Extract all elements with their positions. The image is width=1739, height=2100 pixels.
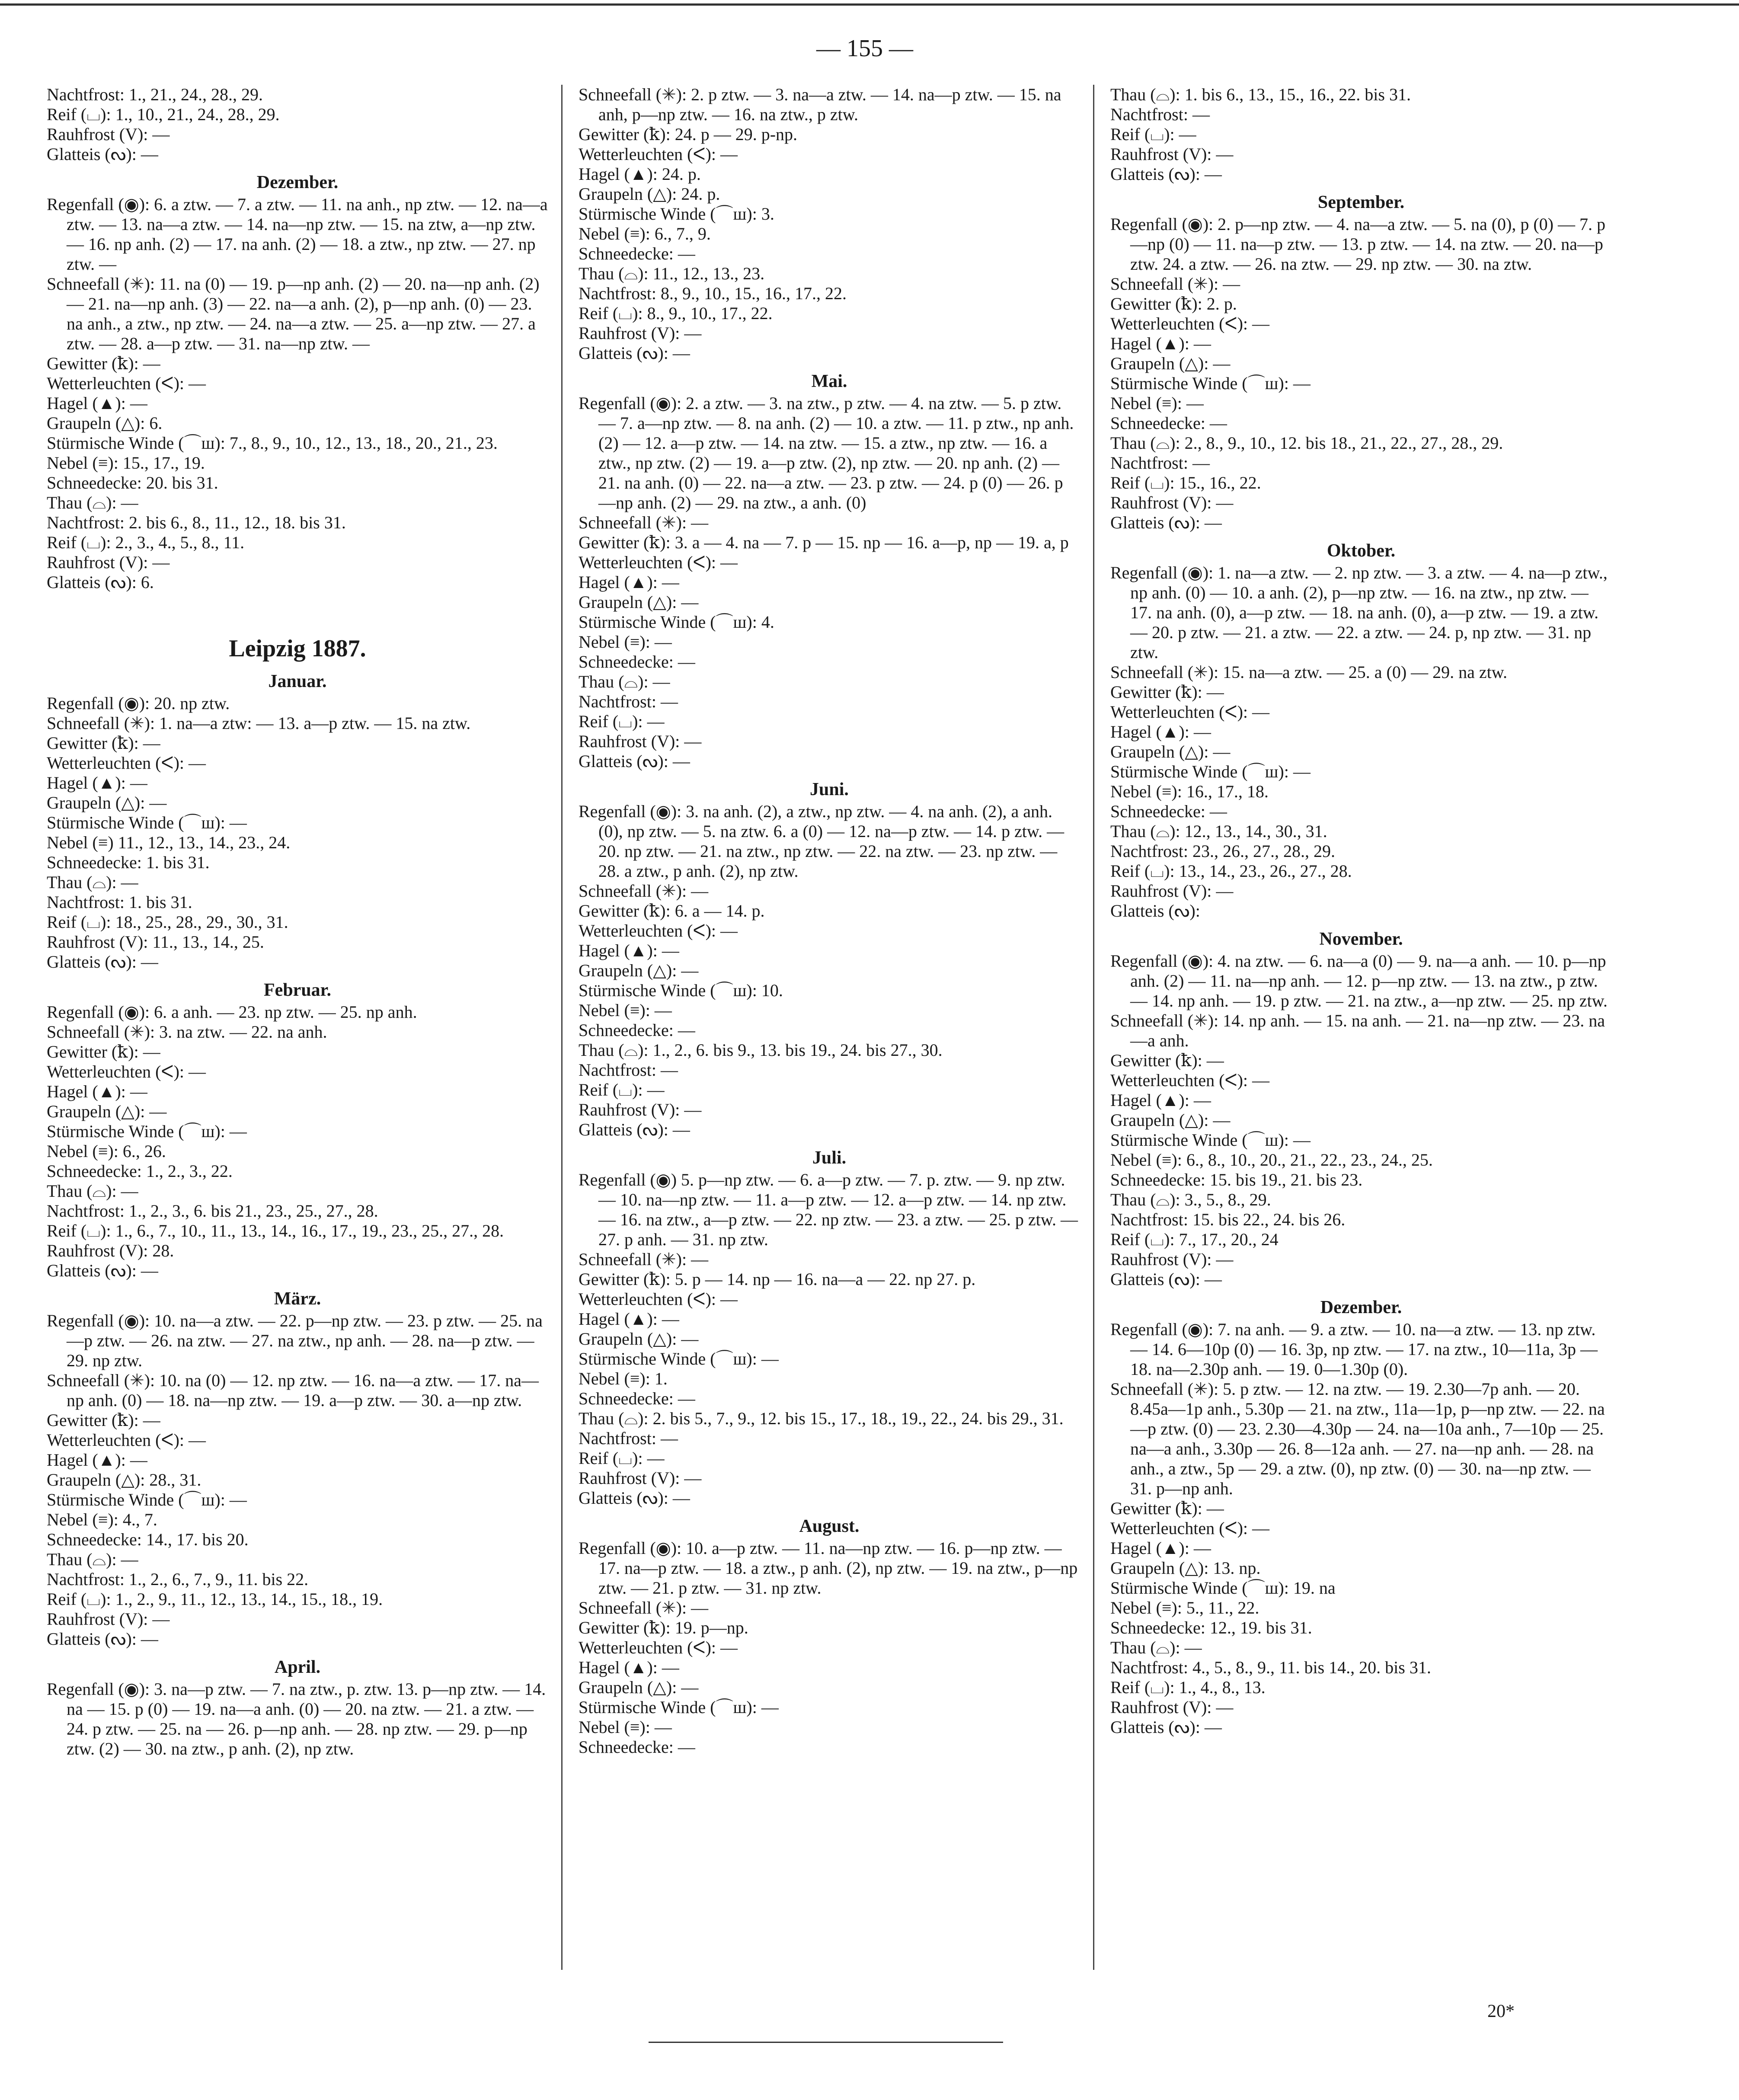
record-line: Nachtfrost: 1., 2., 6., 7., 9., 11. bis 22.: [47, 1569, 309, 1589]
bottom-rule: [649, 2042, 1003, 2043]
month-heading: August.: [799, 1516, 860, 1536]
record-line: Hagel (▲): —: [579, 941, 679, 960]
record-line: Regenfall (◉): 7. na anh. — 9. a ztw. — 10. na—a ztw. — 13. np ztw. — 14. 6—10p (0) — 16. 3p, np ztw. — 17. na ztw., 10—11a, 3p — 18. na—2.30p anh. — 19. 0—1.30p (0).: [1110, 1320, 1598, 1379]
record-line: Glatteis (ᔓ): —: [579, 1488, 690, 1508]
record-line: Stürmische Winde (⌒ш): 4.: [579, 612, 774, 632]
record-line: Reif (⌴): —: [579, 712, 665, 731]
record-line: Wetterleuchten (ᐸ): —: [579, 1289, 738, 1309]
record-line: Hagel (▲): —: [1110, 722, 1211, 742]
record-line: Rauhfrost (V): —: [47, 125, 170, 144]
record-line: Nachtfrost: 4., 5., 8., 9., 11. bis 14., 20. bis 31.: [1110, 1658, 1431, 1677]
record-line: Wetterleuchten (ᐸ): —: [47, 1430, 206, 1450]
month-heading: April.: [274, 1657, 321, 1677]
record-line: Schneedecke: —: [579, 1020, 695, 1040]
record-line: Rauhfrost (V): —: [1110, 1250, 1234, 1269]
record-line: Thau (⌓): 12., 13., 14., 30., 31.: [1110, 821, 1327, 841]
record-line: Graupeln (△): 6.: [47, 413, 163, 433]
record-line: Regenfall (◉): 2. p—np ztw. — 4. na—a ztw. — 5. na (0), p (0) — 7. p—np (0) — 11. na—p ztw. — 13. p ztw. — 14. na ztw. — 20. na—p ztw. 24. a ztw. — 26. na ztw. — 29. np ztw. — 30. na ztw.: [1110, 214, 1605, 274]
record-line: Wetterleuchten (ᐸ): —: [47, 374, 206, 393]
record-line: Nachtfrost: —: [579, 692, 678, 711]
record-line: Gewitter (ꝁ): —: [47, 1042, 160, 1061]
record-line: Graupeln (△): —: [47, 793, 167, 812]
record-line: Regenfall (◉): 10. na—a ztw. — 22. p—np ztw. — 23. p ztw. — 25. na—p ztw. — 26. na ztw. — 27. na ztw., np anh. — 28. na—p ztw. — 29. np ztw.: [47, 1311, 543, 1370]
record-line: Graupeln (△): —: [579, 1678, 699, 1697]
record-line: Wetterleuchten (ᐸ): —: [579, 1638, 738, 1657]
record-line: Schneefall (✳): 10. na (0) — 12. np ztw. — 16. na—a ztw. — 17. na—np anh. (0) — 18. na—np ztw. — 19. a—p ztw. — 30. a—np ztw.: [47, 1371, 539, 1410]
record-line: Wetterleuchten (ᐸ): —: [1110, 314, 1270, 333]
record-line: Glatteis (ᔓ): —: [47, 1261, 158, 1280]
record-line: Stürmische Winde (⌒ш): —: [47, 813, 247, 832]
record-line: Wetterleuchten (ᐸ): —: [47, 1062, 206, 1081]
record-line: Graupeln (△): —: [1110, 742, 1231, 761]
record-line: Gewitter (ꝁ): —: [1110, 682, 1224, 702]
record-line: Schneedecke: 1. bis 31.: [47, 853, 210, 872]
record-line: Wetterleuchten (ᐸ): —: [579, 553, 738, 572]
record-line: Glatteis (ᔓ): —: [1110, 1269, 1222, 1289]
record-line: Nebel (≡): —: [579, 1000, 672, 1020]
record-line: Stürmische Winde (⌒ш): 3.: [579, 204, 774, 224]
record-line: Stürmische Winde (⌒ш): —: [1110, 762, 1311, 781]
month-heading: Dezember.: [1320, 1298, 1402, 1317]
record-line: Schneefall (✳): 3. na ztw. — 22. na anh.: [47, 1022, 327, 1042]
record-line: Reif (⌴): 7., 17., 20., 24: [1110, 1230, 1279, 1249]
record-line: Thau (⌓): 1., 2., 6. bis 9., 13. bis 19., 24. bis 27., 30.: [579, 1040, 943, 1060]
record-line: Schneedecke: —: [1110, 802, 1227, 821]
record-line: Reif (⌴): 15., 16., 22.: [1110, 473, 1261, 492]
text-column-left: [47, 85, 548, 1759]
record-line: Thau (⌓): 3., 5., 8., 29.: [1110, 1190, 1271, 1209]
record-line: Stürmische Winde (⌒ш): —: [579, 1697, 779, 1717]
record-line: Rauhfrost (V): —: [1110, 144, 1234, 164]
record-line: Schneefall (✳): —: [579, 1250, 709, 1269]
record-line: Thau (⌓): —: [579, 672, 670, 691]
record-line: Glatteis (ᔓ):: [1110, 901, 1200, 921]
record-line: Wetterleuchten (ᐸ): —: [579, 921, 738, 940]
record-line: Schneefall (✳): —: [579, 881, 709, 901]
record-line: Gewitter (ꝁ): —: [1110, 1051, 1224, 1070]
record-line: Graupeln (△): —: [579, 961, 699, 980]
record-line: Reif (⌴): 1., 6., 7., 10., 11., 13., 14., 16., 17., 19., 23., 25., 27., 28.: [47, 1221, 504, 1240]
station-title: Leipzig 1887.: [229, 635, 366, 662]
record-line: Rauhfrost (V): 11., 13., 14., 25.: [47, 932, 264, 952]
record-line: Reif (⌴): 1., 2., 9., 11., 12., 13., 14., 15., 18., 19.: [47, 1589, 383, 1609]
page-number: — 155 —: [816, 35, 913, 62]
record-line: Schneedecke: —: [579, 1389, 695, 1408]
record-line: Reif (⌴): —: [579, 1080, 665, 1100]
record-line: Schneedecke: —: [1110, 413, 1227, 433]
record-line: Reif (⌴): —: [1110, 125, 1196, 144]
record-line: Gewitter (ꝁ): —: [47, 354, 160, 373]
record-line: Schneefall (✳): 14. np anh. — 15. na anh. — 21. na—np ztw. — 23. na—a anh.: [1110, 1011, 1605, 1050]
record-line: Nachtfrost: 2. bis 6., 8., 11., 12., 18. bis 31.: [47, 513, 346, 532]
record-line: Nachtfrost: 1., 2., 3., 6. bis 21., 23., 25., 27., 28.: [47, 1201, 378, 1221]
record-line: Rauhfrost (V): —: [579, 732, 702, 751]
record-line: Thau (⌓): —: [47, 873, 138, 892]
record-line: Regenfall (◉): 6. a ztw. — 7. a ztw. — 11. na anh., np ztw. — 12. na—a ztw. — 13. na—a ztw. — 14. na—np ztw. — 15. na ztw, a—np ztw. — 16. np anh. (2) — 17. na anh. (2) — 18. a ztw., np ztw. — 27. np ztw. —: [47, 195, 548, 274]
record-line: Regenfall (◉): 4. na ztw. — 6. na—a (0) — 9. na—a anh. — 10. p—np anh. (2) — 11. na—np anh. — 12. p—np ztw. — 13. na ztw., p ztw. — 14. np anh. — 19. p ztw. — 21. na ztw., a—np ztw. — 25. np ztw.: [1110, 951, 1608, 1010]
record-line: Nebel (≡): 15., 17., 19.: [47, 453, 205, 473]
record-line: Graupeln (△): —: [579, 1329, 699, 1349]
record-line: Schneefall (✳): 2. p ztw. — 3. na—a ztw. — 14. na—p ztw. — 15. na anh, p—np ztw. — 16. na ztw., p ztw.: [579, 85, 1061, 124]
record-line: Glatteis (ᔓ): —: [1110, 164, 1222, 184]
record-line: Stürmische Winde (⌒ш): 19. na: [1110, 1578, 1336, 1598]
record-line: Regenfall (◉): 6. a anh. — 23. np ztw. — 25. np anh.: [47, 1002, 417, 1022]
record-line: Hagel (▲): —: [579, 1309, 679, 1329]
record-line: Regenfall (◉): 1. na—a ztw. — 2. np ztw. — 3. a ztw. — 4. na—p ztw., np anh. (0) — 10. a anh. (2), p—np ztw. — 16. na ztw., np ztw. — 17. na anh. (0), a—p ztw. — 18. na anh. (0), a—p ztw. — 19. a ztw. — 20. p ztw. — 21. a ztw. — 22. a ztw. — 24. p, np ztw. — 31. np ztw.: [1110, 563, 1608, 662]
record-line: Wetterleuchten (ᐸ): —: [1110, 1518, 1270, 1538]
record-line: Thau (⌓): 2., 8., 9., 10., 12. bis 18., 21., 22., 27., 28., 29.: [1110, 433, 1503, 453]
record-line: Schneefall (✳): —: [1110, 274, 1240, 294]
top-rule: [0, 3, 1739, 6]
record-line: Glatteis (ᔓ): —: [579, 343, 690, 363]
record-line: Stürmische Winde (⌒ш): —: [1110, 374, 1311, 393]
record-line: Rauhfrost (V): —: [579, 323, 702, 343]
record-line: Wetterleuchten (ᐸ): —: [1110, 1071, 1270, 1090]
record-line: Nebel (≡): —: [1110, 393, 1204, 413]
month-heading: März.: [274, 1289, 321, 1309]
record-line: Graupeln (△): 28., 31.: [47, 1470, 201, 1489]
month-heading: Februar.: [264, 980, 331, 1000]
record-line: Regenfall (◉): 3. na—p ztw. — 7. na ztw., p. ztw. 13. p—np ztw. — 14. na — 15. p (0) — 19. na—a anh. (0) — 20. na ztw. — 21. a ztw. — 24. p ztw. — 25. na — 26. p—np anh. — 28. np ztw. — 29. p—np ztw. (2) — 30. na ztw., p anh. (2), np ztw.: [47, 1679, 546, 1758]
record-line: Stürmische Winde (⌒ш): —: [1110, 1130, 1311, 1150]
record-line: Gewitter (ꝁ): 19. p—np.: [579, 1618, 748, 1637]
record-line: Stürmische Winde (⌒ш): 10.: [579, 981, 783, 1000]
record-line: Nachtfrost: —: [1110, 105, 1210, 124]
record-line: Glatteis (ᔓ): —: [47, 952, 158, 972]
record-line: Gewitter (ꝁ): 24. p — 29. p-np.: [579, 125, 798, 144]
record-line: Hagel (▲): —: [579, 1658, 679, 1677]
record-line: Nachtfrost: —: [579, 1429, 678, 1448]
text-column-right: [1110, 85, 1612, 1737]
record-line: Thau (⌓): —: [47, 493, 138, 512]
record-line: Hagel (▲): —: [47, 1082, 147, 1101]
record-line: Thau (⌓): 1. bis 6., 13., 15., 16., 22. bis 31.: [1110, 85, 1411, 104]
record-line: Stürmische Winde (⌒ш): —: [47, 1122, 247, 1141]
record-line: Schneedecke: —: [579, 652, 695, 671]
record-line: Graupeln (△): —: [47, 1102, 167, 1121]
column-divider: [561, 85, 563, 1970]
record-line: Schneedecke: 12., 19. bis 31.: [1110, 1618, 1312, 1637]
record-line: Gewitter (ꝁ): —: [1110, 1499, 1224, 1518]
record-line: Nebel (≡): —: [579, 632, 672, 652]
record-line: Stürmische Winde (⌒ш): 7., 8., 9., 10., 12., 13., 18., 20., 21., 23.: [47, 433, 498, 453]
record-line: Schneefall (✳): 11. na (0) — 19. p—np anh. (2) — 20. na—np anh. (2) — 21. na—np anh. (3) — 22. na—a anh. (2), p—np anh. (0) — 23. na anh., a ztw., np ztw. — 24. na—a ztw. — 25. a—np ztw. — 27. a ztw. — 28. a—p ztw. — 31. na—np ztw. —: [47, 274, 540, 353]
month-heading: Juli.: [812, 1148, 847, 1168]
record-line: Hagel (▲): —: [1110, 1090, 1211, 1110]
record-line: Reif (⌴): 8., 9., 10., 17., 22.: [579, 304, 773, 323]
record-line: Graupeln (△): 24. p.: [579, 184, 720, 204]
record-line: Hagel (▲): 24. p.: [579, 164, 701, 184]
record-line: Schneefall (✳): —: [579, 513, 709, 532]
record-line: Hagel (▲): —: [47, 773, 147, 793]
month-heading: Januar.: [268, 671, 327, 691]
record-line: Gewitter (ꝁ): 3. a — 4. na — 7. p — 15. np — 16. a—p, np — 19. a, p: [579, 533, 1069, 552]
record-line: Rauhfrost (V): 28.: [47, 1241, 174, 1260]
record-line: Reif (⌴): 18., 25., 28., 29., 30., 31.: [47, 912, 288, 932]
record-line: Reif (⌴): 1., 10., 21., 24., 28., 29.: [47, 105, 280, 124]
record-line: Thau (⌓): —: [47, 1550, 138, 1569]
record-line: Hagel (▲): —: [1110, 1538, 1211, 1558]
month-heading: September.: [1317, 192, 1405, 212]
record-line: Graupeln (△): —: [1110, 354, 1231, 373]
record-line: Glatteis (ᔓ): —: [47, 144, 158, 164]
record-line: Schneedecke: 1., 2., 3., 22.: [47, 1161, 233, 1181]
month-heading: Mai.: [811, 371, 847, 391]
record-line: Regenfall (◉): 3. na anh. (2), a ztw., np ztw. — 4. na anh. (2), a anh. (0), np ztw. — 5. na ztw. 6. a (0) — 12. na—p ztw. — 14. p ztw. — 20. np ztw. — 21. na ztw., np ztw. — 22. na ztw. — 23. np ztw. — 28. a ztw., p anh. (2), np ztw.: [579, 802, 1064, 881]
record-line: Glatteis (ᔓ): —: [579, 1120, 690, 1139]
record-line: Thau (⌓): —: [1110, 1638, 1202, 1657]
record-line: Nebel (≡): 16., 17., 18.: [1110, 782, 1269, 801]
record-line: Nachtfrost: 1., 21., 24., 28., 29.: [47, 85, 263, 104]
record-line: Nachtfrost: 15. bis 22., 24. bis 26.: [1110, 1210, 1346, 1229]
record-line: Gewitter (ꝁ): —: [47, 733, 160, 753]
record-line: Regenfall (◉): 2. a ztw. — 3. na ztw., p ztw. — 4. na ztw. — 5. p ztw. — 7. a—np ztw. — 8. na anh. (2) — 10. a ztw. — 11. p ztw., np anh. (2) — 12. a—p ztw. — 14. na ztw. — 15. a ztw., np ztw. — 16. a ztw., np ztw. (2) — 19. a—p ztw. (2), np ztw. — 20. np anh. (2) — 21. na anh. (0) — 22. na—a ztw. — 23. p ztw. — 24. p (0) — 26. p—np anh. (2) — 29. na ztw., a anh. (0): [579, 393, 1074, 512]
record-line: Graupeln (△): 13. np.: [1110, 1558, 1261, 1578]
record-line: Schneefall (✳): —: [579, 1598, 709, 1617]
record-line: Thau (⌓): 2. bis 5., 7., 9., 12. bis 15., 17., 18., 19., 22., 24. bis 29., 31.: [579, 1409, 1064, 1428]
record-line: Wetterleuchten (ᐸ): —: [1110, 702, 1270, 722]
record-line: Schneefall (✳): 5. p ztw. — 12. na ztw. — 19. 2.30—7p anh. — 20. 8.45a—1p anh., 5.30p — 21. na ztw., 11a—1p, p—np ztw. — 22. na—p ztw. (0) — 23. 2.30—4.30p — 24. na—10a anh., 7—10p — 25. na—a anh., 3.30p — 26. 8—12a anh. — 27. na—np anh. — 28. na anh., a ztw., 5p — 29. a ztw. (0), np ztw. (0) — 30. na—np ztw. — 31. p—np anh.: [1110, 1379, 1605, 1498]
record-line: Nachtfrost: 1. bis 31.: [47, 892, 192, 912]
record-line: Wetterleuchten (ᐸ): —: [47, 753, 206, 773]
record-line: Schneefall (✳): 15. na—a ztw. — 25. a (0) — 29. na ztw.: [1110, 662, 1508, 682]
record-line: Glatteis (ᔓ): —: [47, 1629, 158, 1649]
record-line: Stürmische Winde (⌒ш): —: [47, 1490, 247, 1509]
record-line: Nachtfrost: —: [1110, 453, 1210, 473]
record-line: Rauhfrost (V): —: [1110, 493, 1234, 512]
record-line: Schneedecke: 15. bis 19., 21. bis 23.: [1110, 1170, 1363, 1189]
record-line: Rauhfrost (V): —: [1110, 1697, 1234, 1717]
record-line: Nachtfrost: 23., 26., 27., 28., 29.: [1110, 841, 1335, 861]
record-line: Glatteis (ᔓ): —: [1110, 513, 1222, 532]
record-line: Gewitter (ꝁ): —: [47, 1410, 160, 1430]
month-heading: Dezember.: [256, 173, 339, 192]
record-line: Nebel (≡): —: [579, 1717, 672, 1737]
record-line: Schneedecke: 20. bis 31.: [47, 473, 218, 492]
record-line: Nebel (≡) 11., 12., 13., 14., 23., 24.: [47, 833, 291, 852]
record-line: Regenfall (◉) 5. p—np ztw. — 6. a—p ztw. — 7. p. ztw. — 9. np ztw. — 10. na—np ztw. — 11. a—p ztw. — 12. a—p ztw. — 14. np ztw. — 16. na ztw., a—p ztw. — 22. np ztw. — 23. a ztw. — 25. p ztw. — 27. p anh. — 31. np ztw.: [579, 1170, 1078, 1249]
signature-mark: 20*: [1487, 2001, 1515, 2021]
record-line: Regenfall (◉): 10. a—p ztw. — 11. na—np ztw. — 16. p—np ztw. — 17. na—p ztw. — 18. a ztw., p anh. (2), np ztw. — 19. na ztw., p—np ztw. — 21. p ztw. — 31. np ztw.: [579, 1538, 1078, 1598]
record-line: Rauhfrost (V): —: [47, 1609, 170, 1629]
record-line: Hagel (▲): —: [579, 572, 679, 592]
record-line: Gewitter (ꝁ): 5. p — 14. np — 16. na—a — 22. np 27. p.: [579, 1269, 976, 1289]
record-line: Nebel (≡): 6., 26.: [47, 1141, 166, 1161]
record-line: Thau (⌓): —: [47, 1181, 138, 1201]
record-line: Nebel (≡): 5., 11., 22.: [1110, 1598, 1259, 1617]
record-line: Rauhfrost (V): —: [579, 1100, 702, 1119]
record-line: Reif (⌴): —: [579, 1448, 665, 1468]
record-line: Schneedecke: —: [579, 1737, 695, 1757]
record-line: Rauhfrost (V): —: [47, 553, 170, 572]
record-line: Nebel (≡): 6., 7., 9.: [579, 224, 711, 243]
record-line: Schneedecke: 14., 17. bis 20.: [47, 1530, 249, 1549]
record-line: Hagel (▲): —: [47, 1450, 147, 1470]
record-line: Rauhfrost (V): —: [579, 1468, 702, 1488]
record-line: Graupeln (△): —: [1110, 1110, 1231, 1130]
record-line: Glatteis (ᔓ): —: [1110, 1717, 1222, 1737]
record-line: Glatteis (ᔓ): 6.: [47, 572, 154, 592]
record-line: Rauhfrost (V): —: [1110, 881, 1234, 901]
record-line: Glatteis (ᔓ): —: [579, 751, 690, 771]
record-line: Gewitter (ꝁ): 2. p.: [1110, 294, 1237, 313]
record-line: Nachtfrost: —: [579, 1060, 678, 1080]
record-line: Stürmische Winde (⌒ш): —: [579, 1349, 779, 1368]
record-line: Schneedecke: —: [579, 244, 695, 263]
record-line: Reif (⌴): 13., 14., 23., 26., 27., 28.: [1110, 861, 1352, 881]
month-heading: November.: [1319, 929, 1403, 949]
record-line: Gewitter (ꝁ): 6. a — 14. p.: [579, 901, 765, 921]
record-line: Reif (⌴): 1., 4., 8., 13.: [1110, 1678, 1266, 1697]
month-heading: Oktober.: [1327, 541, 1396, 561]
record-line: Regenfall (◉): 20. np ztw.: [47, 694, 230, 713]
record-line: Graupeln (△): —: [579, 592, 699, 612]
record-line: Schneefall (✳): 1. na—a ztw: — 13. a—p ztw. — 15. na ztw.: [47, 713, 471, 733]
column-divider: [1093, 85, 1094, 1970]
text-column-middle: [579, 85, 1080, 1757]
month-heading: Juni.: [810, 780, 849, 799]
record-line: Wetterleuchten (ᐸ): —: [579, 144, 738, 164]
record-line: Nachtfrost: 8., 9., 10., 15., 16., 17., 22.: [579, 284, 847, 303]
record-line: Nebel (≡): 1.: [579, 1369, 668, 1388]
record-line: Nebel (≡): 4., 7.: [47, 1510, 157, 1529]
record-line: Hagel (▲): —: [1110, 334, 1211, 353]
record-line: Hagel (▲): —: [47, 393, 147, 413]
record-line: Nebel (≡): 6., 8., 10., 20., 21., 22., 23., 24., 25.: [1110, 1150, 1433, 1170]
record-line: Reif (⌴): 2., 3., 4., 5., 8., 11.: [47, 533, 245, 552]
record-line: Thau (⌓): 11., 12., 13., 23.: [579, 264, 765, 283]
